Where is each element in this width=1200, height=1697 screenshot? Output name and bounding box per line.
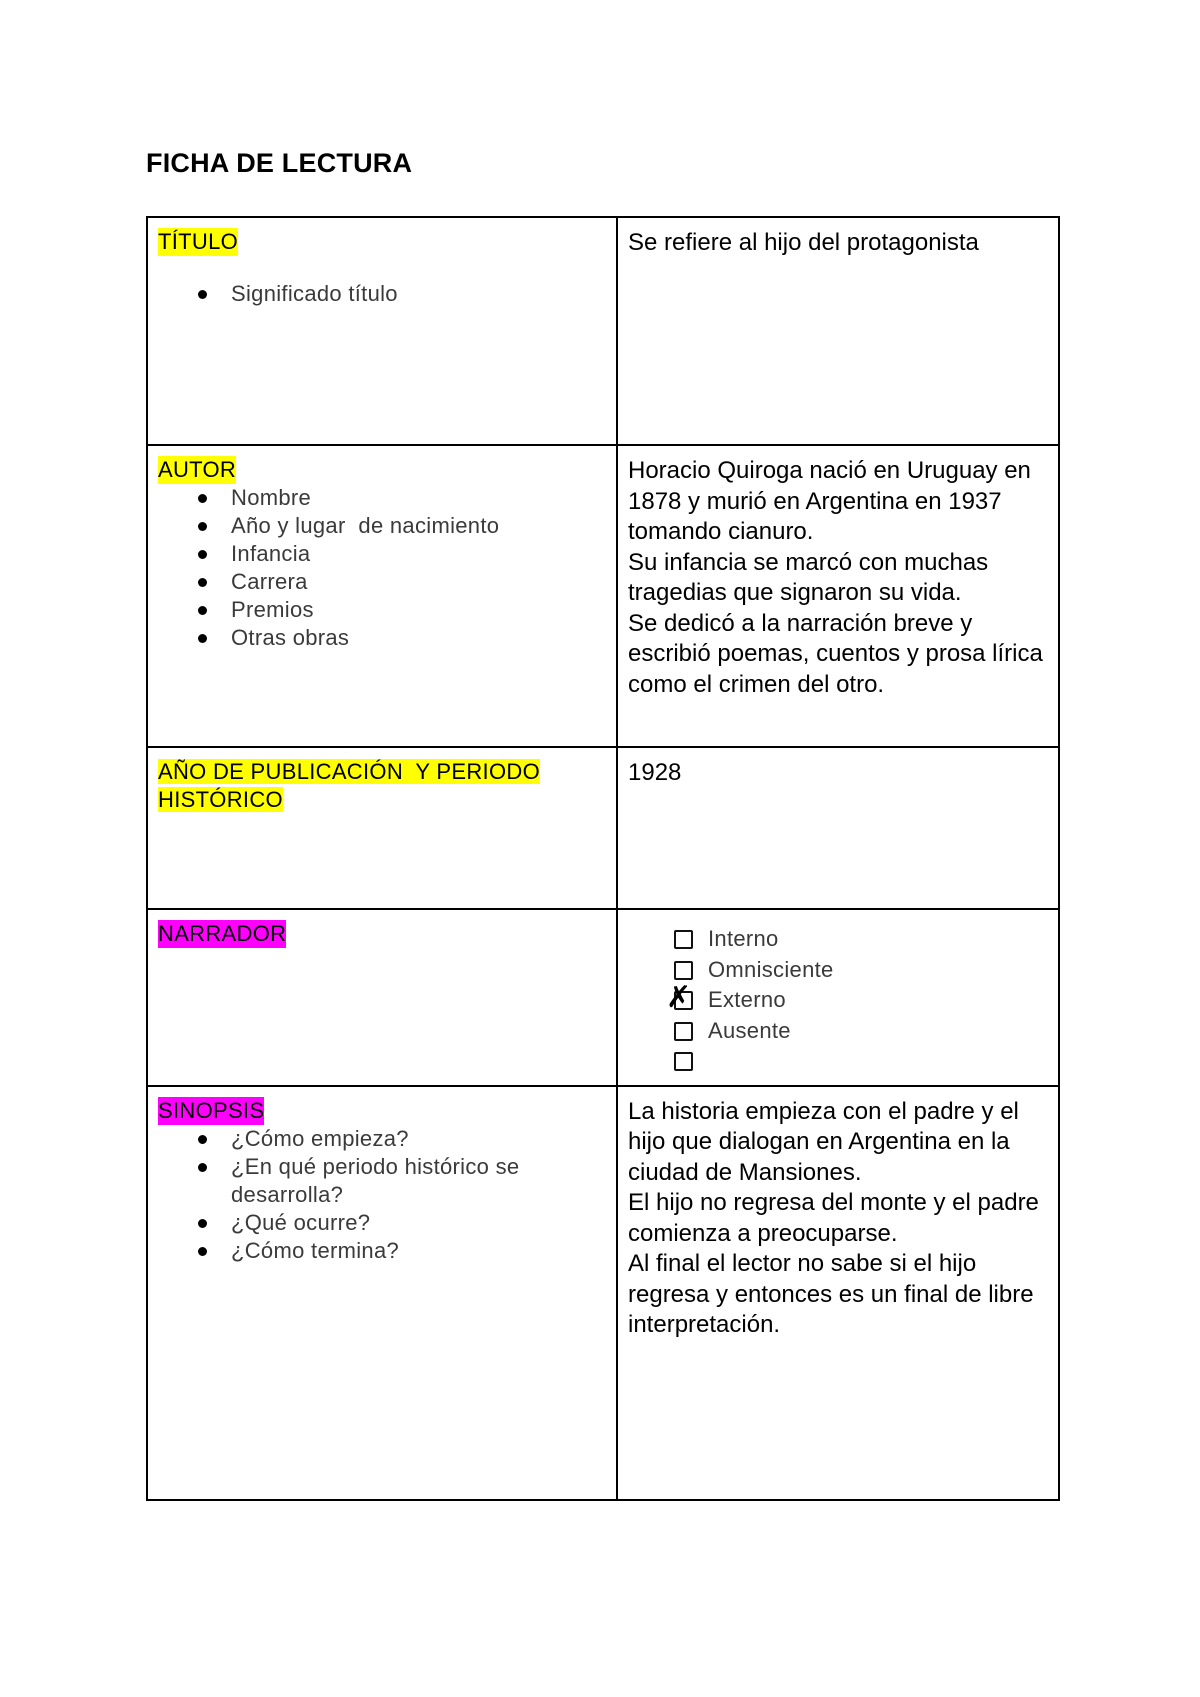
- publicacion-answer: 1928: [628, 759, 682, 786]
- titulo-bullet-list: [158, 280, 606, 308]
- answer-paragraph: Se dedicó a la narración breve y escribió poemas, cuentos y prosa lírica como el crimen del otro.: [628, 609, 1043, 698]
- row-publicacion: [147, 747, 1059, 909]
- bullet-dot-icon: [198, 494, 207, 503]
- narrador-answer-cell: [617, 909, 1059, 1086]
- narrador-label: NARRADOR: [158, 921, 287, 946]
- checkbox-icon[interactable]: [674, 1022, 693, 1041]
- bullet-text: Infancia: [231, 541, 311, 566]
- list-item: [158, 624, 606, 652]
- checkbox-icon[interactable]: [674, 961, 693, 980]
- bullet-text: ¿En qué periodo histórico se desarrolla?: [231, 1153, 520, 1207]
- bullet-dot-icon: [198, 1135, 207, 1144]
- answer-paragraph: Al final el lector no sabe si el hijo regresa y entonces es un final de libre interpretación.: [628, 1250, 1034, 1338]
- answer-paragraph: Su infancia se marcó con muchas tragedias que signaron su vida.: [628, 548, 989, 606]
- bullet-text: Año y lugar de nacimiento: [231, 513, 500, 538]
- list-item: [158, 1209, 606, 1237]
- bullet-dot-icon: [198, 578, 207, 587]
- bullet-dot-icon: [198, 550, 207, 559]
- publicacion-label-line2: HISTÓRICO: [158, 787, 283, 812]
- sinopsis-answer: [628, 1097, 1048, 1341]
- sinopsis-label: SINOPSIS: [158, 1097, 265, 1123]
- titulo-answer: Se refiere al hijo del protagonista: [628, 229, 979, 256]
- titulo-answer-cell: [617, 217, 1059, 445]
- titulo-label: TÍTULO: [158, 229, 239, 254]
- publicacion-prompt-cell: [147, 747, 617, 909]
- list-item: [158, 540, 606, 568]
- bullet-dot-icon: [198, 290, 207, 299]
- list-item: [158, 596, 606, 624]
- row-titulo: [147, 217, 1059, 445]
- bullet-text: Significado título: [231, 281, 398, 306]
- bullet-dot-icon: [198, 522, 207, 531]
- list-item: [158, 484, 606, 512]
- publicacion-answer-cell: [617, 747, 1059, 909]
- bullet-dot-icon: [198, 1247, 207, 1256]
- checkbox-icon[interactable]: [674, 1052, 693, 1071]
- document-title: FICHA DE LECTURA: [146, 148, 413, 178]
- checklist-item-ausente[interactable]: [628, 1016, 1048, 1047]
- bullet-dot-icon: [198, 634, 207, 643]
- list-item: [158, 512, 606, 540]
- sinopsis-prompt-cell: [147, 1086, 617, 1500]
- checklist-label: Omnisciente: [708, 956, 834, 982]
- narrador-checklist: [628, 924, 1048, 1077]
- row-narrador: [147, 909, 1059, 1086]
- row-autor: [147, 445, 1059, 747]
- list-item: [158, 568, 606, 596]
- titulo-prompt-cell: [147, 217, 617, 445]
- checklist-label: Ausente: [708, 1017, 791, 1043]
- sinopsis-answer-cell: [617, 1086, 1059, 1500]
- sinopsis-bullet-list: [158, 1125, 606, 1265]
- bullet-text: Carrera: [231, 569, 308, 594]
- checklist-item-omnisciente[interactable]: [628, 955, 1048, 986]
- checklist-item-externo[interactable]: [628, 980, 1048, 1016]
- answer-paragraph: La historia empieza con el padre y el hijo que dialogan en Argentina en la ciudad de Mansiones.: [628, 1097, 1019, 1186]
- bullet-text: Premios: [231, 597, 314, 622]
- list-item: [158, 1153, 606, 1209]
- bullet-dot-icon: [198, 1163, 207, 1172]
- bullet-dot-icon: [198, 1219, 207, 1228]
- checklist-label: Interno: [708, 926, 779, 951]
- autor-prompt-cell: [147, 445, 617, 747]
- x-mark-icon: ✗: [666, 980, 692, 1015]
- checklist-item-interno[interactable]: [628, 924, 1048, 955]
- list-item: [158, 1125, 606, 1153]
- answer-paragraph: Horacio Quiroga nació en Uruguay en 1878 y murió en Argentina en 1937 tomando cianuro.: [628, 457, 1031, 545]
- checkbox-icon[interactable]: [674, 930, 693, 949]
- checklist-item-empty[interactable]: [628, 1046, 1048, 1077]
- reading-card-table: [146, 216, 1060, 1501]
- narrador-prompt-cell: [147, 909, 617, 1086]
- checklist-label: Externo: [708, 987, 786, 1012]
- row-sinopsis: [147, 1086, 1059, 1500]
- bullet-text: ¿Cómo termina?: [231, 1237, 400, 1263]
- list-item: [158, 280, 606, 308]
- answer-paragraph: El hijo no regresa del monte y el padre comienza a preocuparse.: [628, 1189, 1039, 1247]
- bullet-text: Nombre: [231, 485, 312, 510]
- autor-answer-cell: [617, 445, 1059, 747]
- bullet-text: Otras obras: [231, 625, 350, 650]
- autor-label: AUTOR: [158, 457, 237, 482]
- autor-answer: [628, 456, 1048, 700]
- bullet-text: ¿Cómo empieza?: [231, 1125, 409, 1151]
- list-item: [158, 1237, 606, 1265]
- publicacion-label-line1: AÑO DE PUBLICACIÓN Y PERIODO: [158, 759, 540, 784]
- autor-bullet-list: [158, 484, 606, 652]
- bullet-text: ¿Qué ocurre?: [231, 1209, 371, 1235]
- bullet-dot-icon: [198, 606, 207, 615]
